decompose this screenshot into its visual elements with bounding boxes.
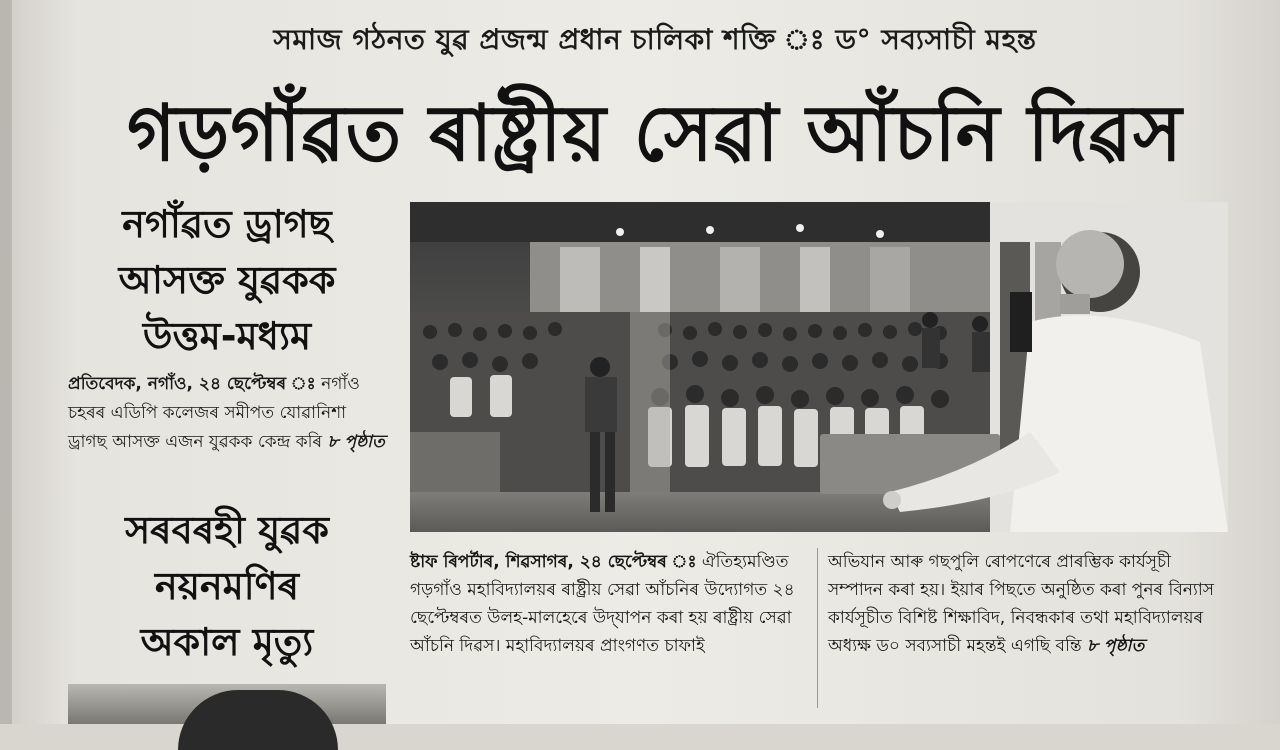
portrait-silhouette <box>178 690 338 750</box>
main-story-column-2 <box>828 548 1228 660</box>
side-story-1-headline-line: নগাঁৱত ড্ৰাগছ <box>122 202 332 246</box>
page-edge <box>0 0 12 724</box>
side-story-2-headline-line: অকাল মৃত্যু <box>140 620 314 664</box>
main-headline: গড়গাঁৱত ৰাষ্ট্ৰীয় সেৱা আঁচনি দিৱস <box>127 88 1183 179</box>
side-story-1-text: নগাঁও চহৰৰ এডিপি কলেজৰ সমীপত যোৱানিশা ড্ৰাগছ আসক্ত এজন যুৱকক কেন্দ্ৰ কৰি <box>68 374 360 452</box>
side-story-1-continued: ৮ পৃষ্ঠাত <box>327 432 385 452</box>
side-story-2-headline-line: সৰবৰহী যুৱক <box>125 508 329 552</box>
side-story-2-headline-line: নয়নমণিৰ <box>154 564 300 608</box>
main-story-continued: ৮ পৃষ্ঠাত <box>1086 636 1145 656</box>
main-story-text-2: অভিযান আৰু গছপুলি ৰোপণেৰে প্ৰাৰম্ভিক কাৰ্যসূচী সম্পাদন কৰা হয়। ইয়াৰ পিছতে অনুষ্ঠিত কৰা পুনৰ বিন্যাস কাৰ্যসূচীত বিশিষ্ট শিক্ষাবিদ, নিবন্ধকাৰ তথা মহাবিদ্যালয়ৰ অধ্যক্ষ ড০ সব্যসাচী মহন্তই এগছি বন্তি <box>828 552 1215 656</box>
kicker-headline: সমাজ গঠনত যুৱ প্ৰজন্ম প্ৰধান চালিকা শক্তি ঃ ড° সব্যসাচী মহন্ত <box>273 23 1037 56</box>
side-story-1-headline-line: উত্তম-মধ্যম <box>142 314 312 358</box>
event-photo <box>410 202 1228 532</box>
main-story-column-1 <box>410 548 810 660</box>
column-divider <box>817 548 818 708</box>
auditorium-scene-image <box>410 202 1228 532</box>
side-story-2-headline <box>72 502 382 670</box>
side-story-1-headline-line: আসক্ত যুৱকক <box>118 258 336 302</box>
side-story-1-headline <box>72 196 382 364</box>
side-story-1-dateline: প্ৰতিবেদক, নগাঁও, ২৪ ছেপ্টেম্বৰ ঃ <box>68 374 316 394</box>
side-story-2-photo <box>68 684 386 724</box>
main-story-text-1: ঐতিহ্যমণ্ডিত গড়গাঁও মহাবিদ্যালয়ৰ ৰাষ্ট্ৰীয় সেৱা আঁচনিৰ উদ্যোগত ২৪ ছেপ্টেম্বৰত উলহ-মালহেৰে উদ্‌যাপন কৰা হয় ৰাষ্ট্ৰীয় সেৱা আঁচনি দিৱস। মহাবিদ্যালয়ৰ প্ৰাংগণত চাফাই <box>410 552 795 656</box>
main-story-dateline: ষ্টাফ ৰিপৰ্টাৰ, শিৱসাগৰ, ২৪ ছেপ্টেম্বৰ ঃ <box>410 552 697 572</box>
side-story-1-body <box>68 370 386 457</box>
